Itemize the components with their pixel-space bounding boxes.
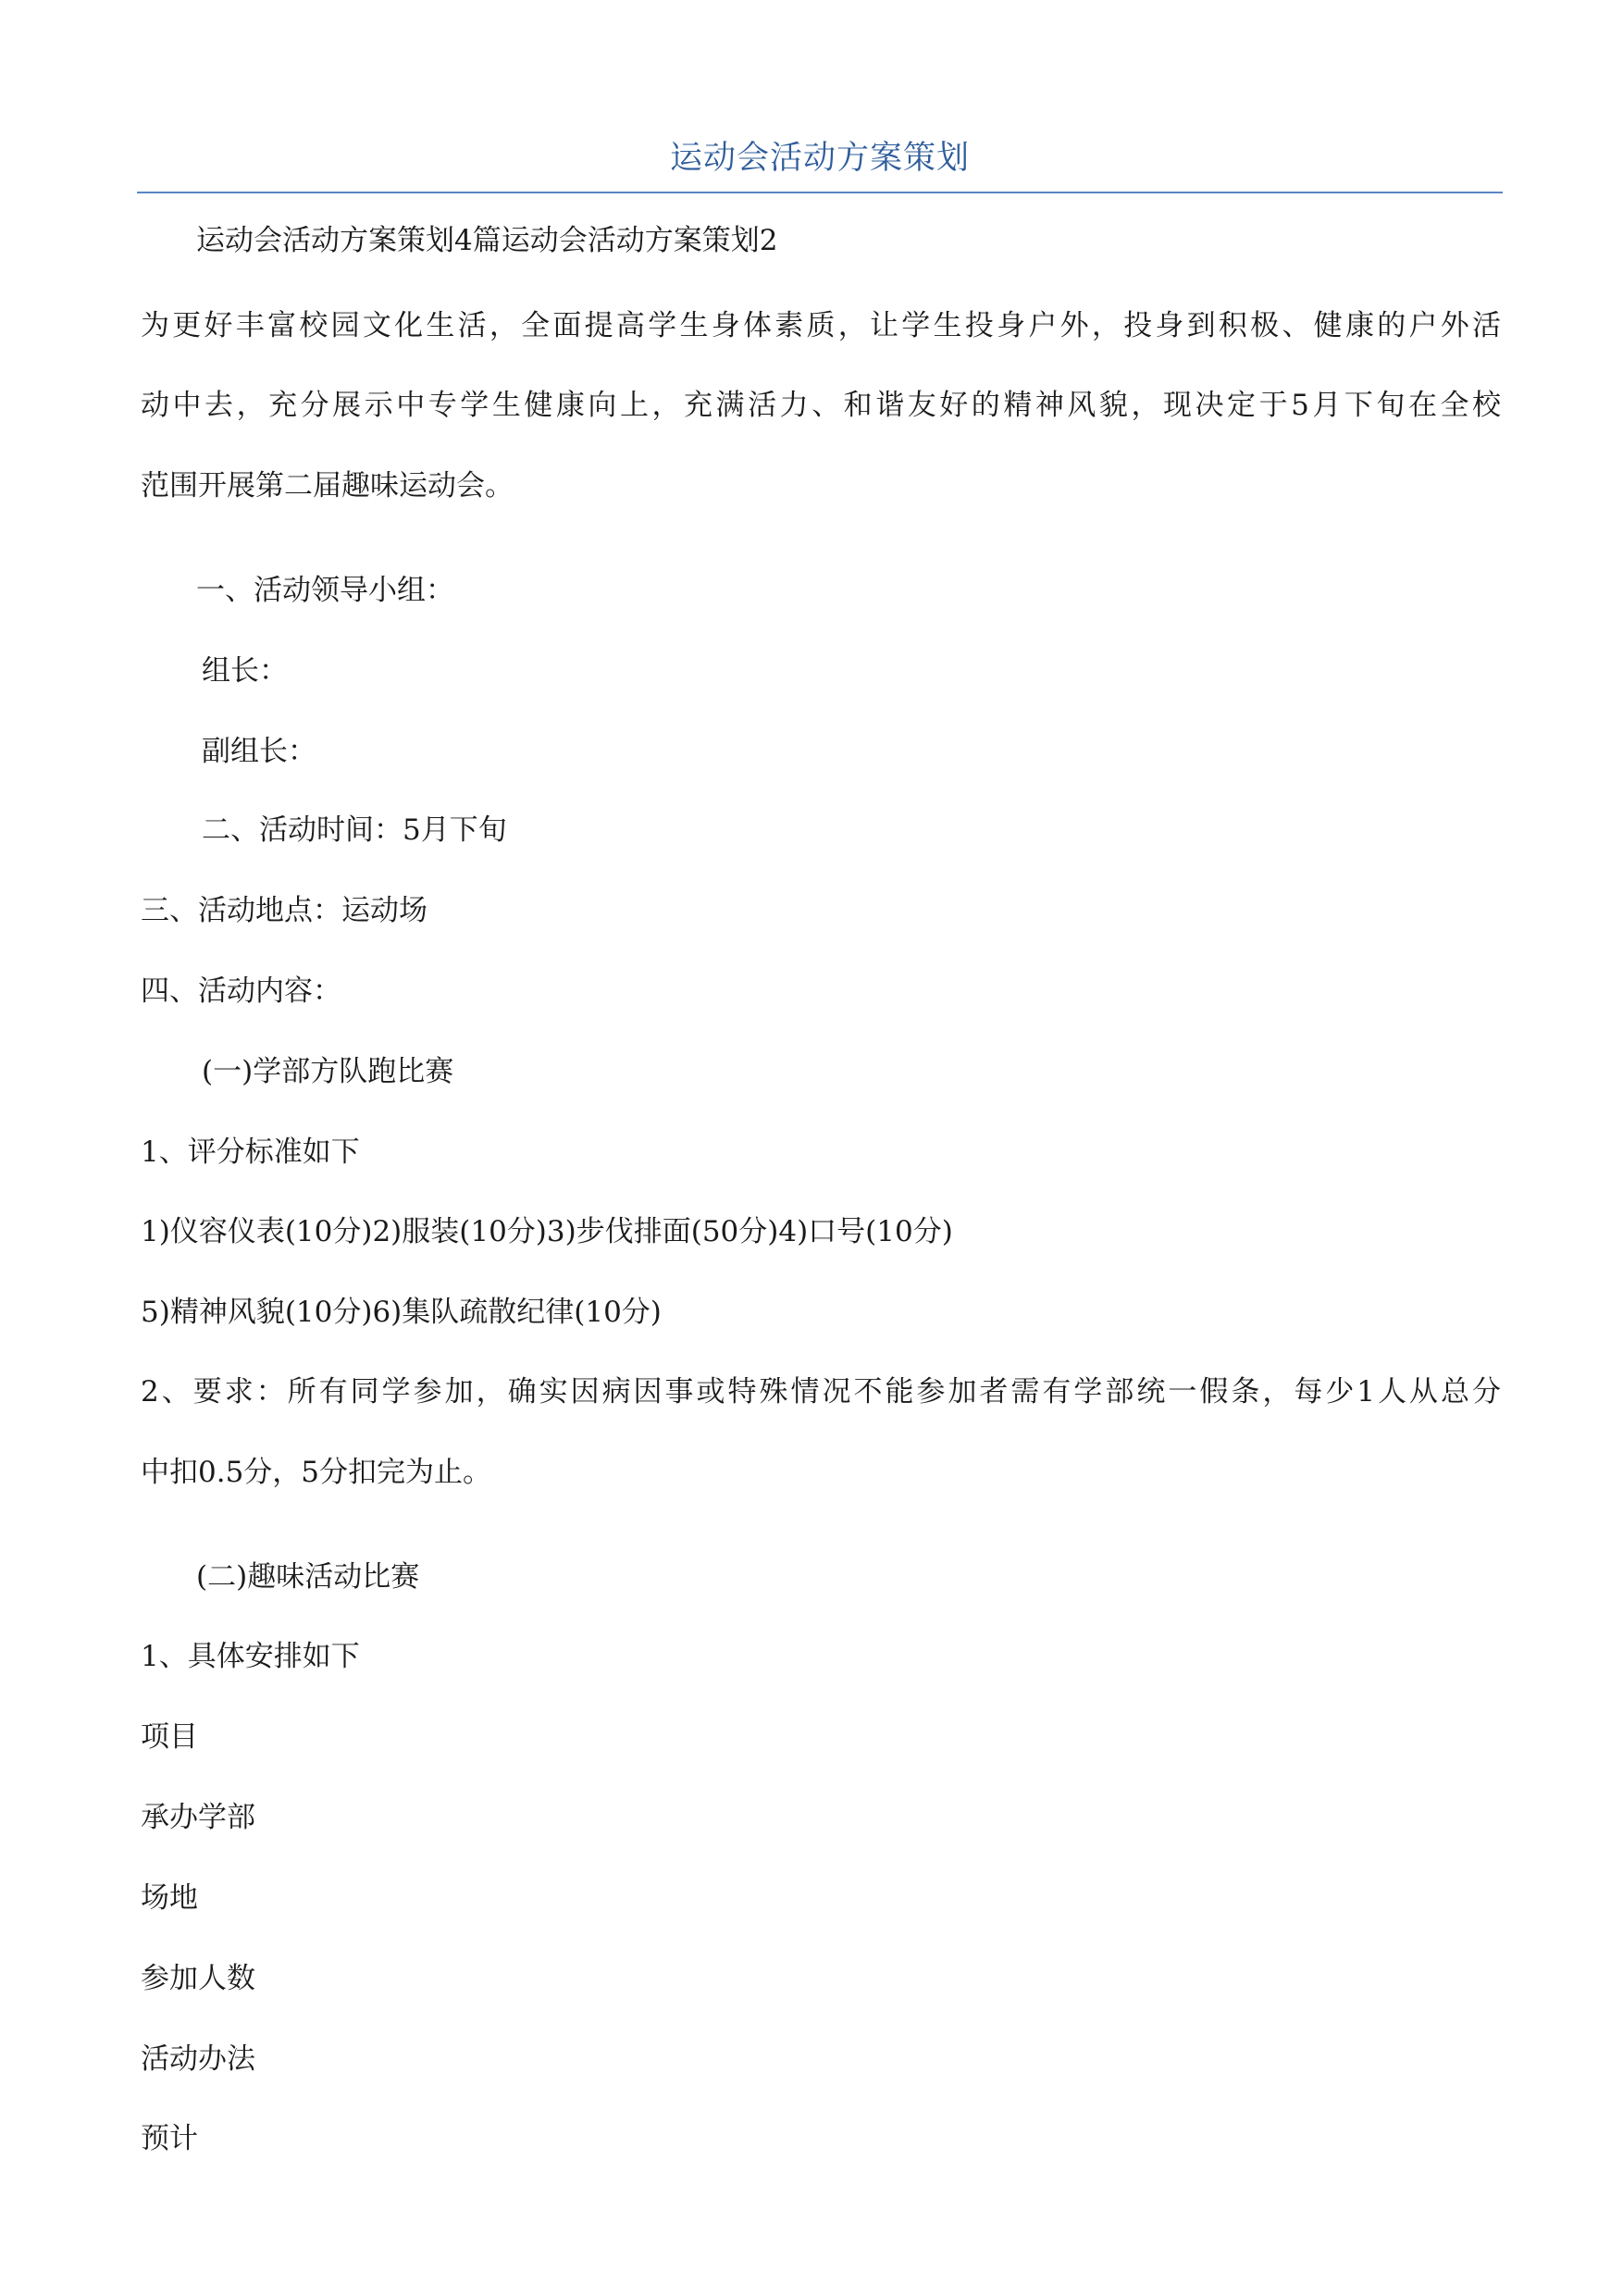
section-location: 三、活动地点：运动场 xyxy=(141,894,427,927)
part1-criteria-line-2: 5)精神风貌(10分)6)集队疏散纪律(10分) xyxy=(141,1296,662,1329)
leader-label: 组长： xyxy=(202,654,288,688)
section-content-heading: 四、活动内容： xyxy=(141,974,341,1008)
schedule-column-participants: 参加人数 xyxy=(141,1962,255,1995)
intro-line-3: 范围开展第二届趣味运动会。 xyxy=(141,469,514,503)
part1-heading: (一)学部方队跑比赛 xyxy=(202,1055,454,1088)
section-time: 二、活动时间：5月下旬 xyxy=(202,813,507,847)
intro-line-2: 动中去，充分展示中专学生健康向上，充满活力、和谐友好的精神风貌，现决定于5月下旬在全校 xyxy=(141,389,1501,422)
deputy-leader-label: 副组长： xyxy=(202,735,316,768)
part1-criteria-heading: 1、评分标准如下 xyxy=(141,1136,360,1169)
schedule-column-project: 项目 xyxy=(141,1720,198,1754)
schedule-column-venue: 场地 xyxy=(141,1881,198,1915)
intro-line-1: 为更好丰富校园文化生活，全面提高学生身体素质，让学生投身户外，投身到积极、健康的户外活 xyxy=(141,309,1501,342)
document-subtitle: 运动会活动方案策划4篇运动会活动方案策划2 xyxy=(196,224,778,257)
part1-requirement-line-2: 中扣0.5分，5分扣完为止。 xyxy=(141,1456,492,1489)
part1-criteria-line-1: 1)仪容仪表(10分)2)服装(10分)3)步伐排面(50分)4)口号(10分) xyxy=(141,1215,953,1248)
part2-schedule-heading: 1、具体安排如下 xyxy=(141,1640,360,1673)
schedule-column-method: 活动办法 xyxy=(141,2042,255,2076)
part1-requirement-line-1: 2、要求：所有同学参加，确实因病因事或特殊情况不能参加者需有学部统一假条，每少1人从总分 xyxy=(141,1375,1501,1409)
schedule-column-host-department: 承办学部 xyxy=(141,1801,255,1834)
document-title: 运动会活动方案策划 xyxy=(669,140,970,177)
title-underline xyxy=(137,192,1503,193)
section-leadership-heading: 一、活动领导小组： xyxy=(196,574,454,607)
schedule-column-estimate: 预计 xyxy=(141,2122,198,2155)
part2-heading: (二)趣味活动比赛 xyxy=(196,1560,420,1594)
